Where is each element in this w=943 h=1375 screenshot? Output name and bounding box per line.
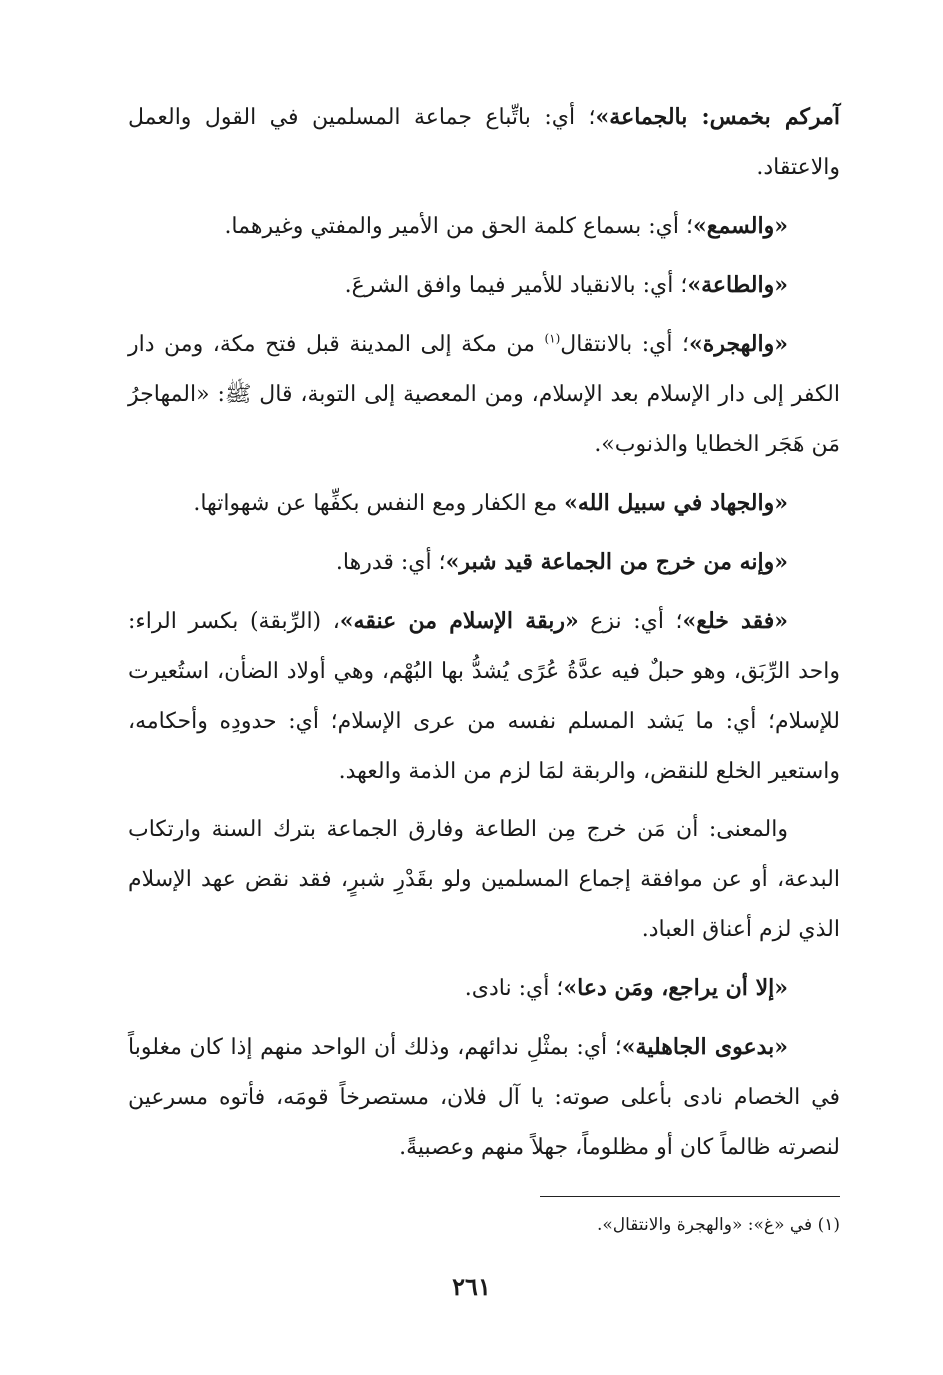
explanation-shibr: ؛ أي: قدرها. bbox=[335, 550, 446, 575]
paragraph-taa bbox=[128, 260, 840, 311]
term-hijra: «والهجرة» bbox=[689, 331, 788, 357]
term-jihad: «والجهاد في سبيل الله» bbox=[564, 490, 788, 516]
term-ribqa: «ربقة الإسلام من عنقه» bbox=[339, 608, 579, 634]
paragraph-meaning bbox=[128, 805, 840, 955]
main-text bbox=[128, 92, 840, 1181]
footnote: (١) في «غ»: «والهجرة والانتقال». bbox=[596, 1215, 840, 1235]
explanation-hijra-cont: من مكة إلى المدينة قبل فتح مكة، ومن دار الكفر إلى دار الإسلام بعد الإسلام، ومن المعصية إلى التوبة، قال ﷺ: «المهاجرُ مَن هَجَر الخطايا والذنوب». bbox=[128, 332, 840, 457]
paragraph-jihad bbox=[128, 478, 840, 529]
page-number: ٢٦١ bbox=[452, 1272, 491, 1301]
paragraph-jamaa bbox=[128, 92, 840, 193]
explanation-jamaa: ؛ أي: باتِّباع جماعة المسلمين في القول والعمل والاعتقاد. bbox=[128, 105, 840, 180]
paragraph-sama bbox=[128, 201, 840, 252]
term-sama: «والسمع» bbox=[693, 213, 788, 239]
explanation-jahiliyya: ؛ أي: بمثْلِ ندائهم، وذلك أن الواحد منهم إذا كان مغلوباً في الخصام نادى بأعلى صوته: يا آل فلان، مستصرخاً قومَه، فأتوه مسرعين لنصرته ظالماً كان أو مظلوماً، جهلاً منهم وعصبيةً. bbox=[128, 1035, 840, 1160]
explanation-jihad: مع الكفار ومع النفس بكفِّها عن شهواتها. bbox=[193, 491, 565, 516]
explanation-ribqa: ، (الرِّبقة) بكسر الراء: واحد الرِّبَق، وهو حبلٌ فيه عدَّةُ عُرًى يُشدُّ بها البُهْم، وهي أولاد الضأن، استُعيرت للإسلام؛ أي: ما يَشد المسلم نفسه من عرى الإسلام؛ أي: حدودِه وأحكامه، واستعير الخلع للنقض، والربقة لمَا لزم من الذمة والعهد. bbox=[128, 609, 840, 784]
term-jahiliyya: «بدعوى الجاهلية» bbox=[621, 1034, 788, 1060]
paragraph-yuraji bbox=[128, 963, 840, 1014]
paragraph-hijra bbox=[128, 319, 840, 470]
footnote-marker: (١) bbox=[544, 331, 561, 346]
term-shibr: «وإنه من خرج من الجماعة قيد شبر» bbox=[445, 549, 788, 575]
explanation-yuraji: ؛ أي: نادى. bbox=[464, 976, 564, 1001]
explanation-taa: ؛ أي: بالانقياد للأمير فيما وافق الشرعَ. bbox=[344, 273, 688, 298]
footnote-divider bbox=[540, 1196, 840, 1197]
explanation-hijra: ؛ أي: بالانتقال bbox=[560, 332, 690, 357]
paragraph-khala bbox=[128, 596, 840, 797]
paragraph-shibr bbox=[128, 537, 840, 588]
explanation-meaning: والمعنى: أن مَن خرج مِن الطاعة وفارق الجماعة بترك السنة وارتكاب البدعة، أو عن موافقة إجماع المسلمين ولو بقَدْرِ شبرٍ، فقد نقض عهد الإسلام الذي لزم أعناق العباد. bbox=[128, 817, 840, 942]
term-khala: «فقد خلع» bbox=[682, 608, 789, 634]
explanation-sama: ؛ أي: بسماع كلمة الحق من الأمير والمفتي وغيرهما. bbox=[224, 214, 693, 239]
term-jamaa: آمركم بخمس: بالجماعة» bbox=[595, 104, 840, 130]
paragraph-jahiliyya bbox=[128, 1022, 840, 1173]
term-yuraji: «إلا أن يراجع، ومَن دعا» bbox=[563, 975, 788, 1001]
explanation-khala: ؛ أي: نزع bbox=[578, 609, 683, 634]
term-taa: «والطاعة» bbox=[687, 272, 788, 298]
